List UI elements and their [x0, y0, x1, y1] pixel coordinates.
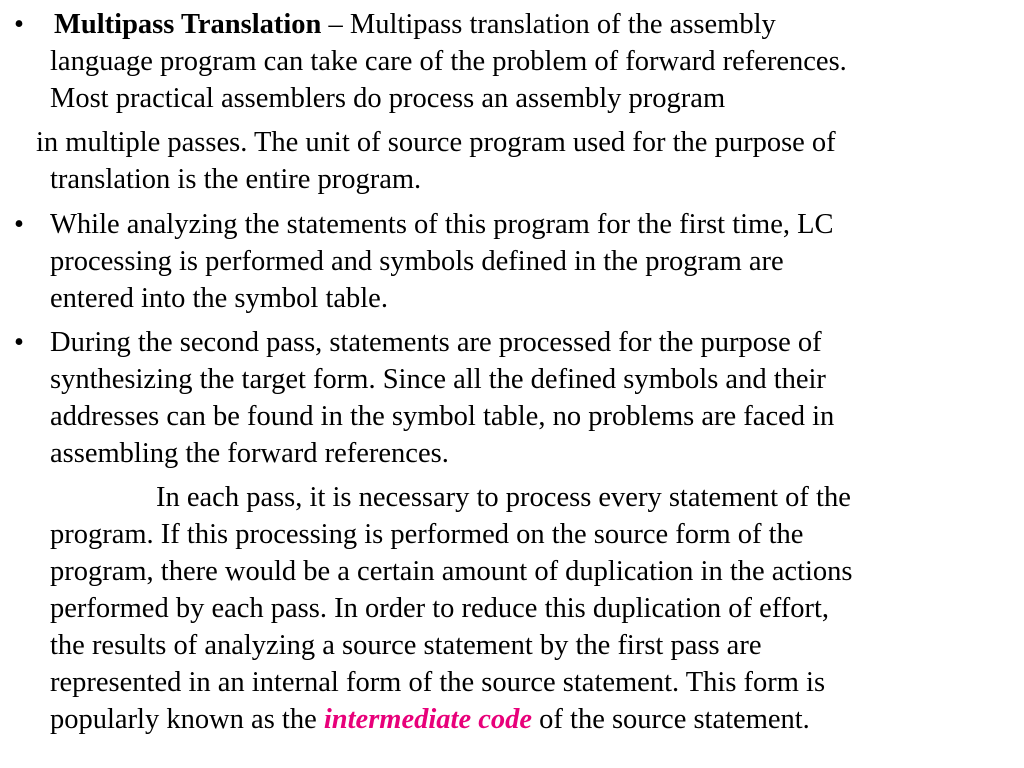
bullet-line: addresses can be found in the symbol table, no problems are faced in [50, 401, 835, 432]
bullet-item-second-pass [50, 324, 1020, 472]
bullet-marker: • [14, 9, 24, 40]
paragraph-text: popularly known as the [50, 704, 324, 735]
bullet-line: While analyzing the statements of this program for the first time, LC [50, 209, 834, 240]
paragraph-line: performed by each pass. In order to reduce this duplication of effort, [50, 593, 829, 624]
continuation-line: translation is the entire program. [50, 164, 422, 195]
paragraph-text: of the source statement. [532, 704, 810, 735]
bullet-item-multipass-translation [50, 6, 1020, 117]
bullet-text: – Multipass translation of the assembly [321, 9, 776, 40]
paragraph-line: represented in an internal form of the source statement. This form is [50, 667, 826, 698]
bullet-line: synthesizing the target form. Since all the defined symbols and their [50, 364, 826, 395]
paragraph-line: program. If this processing is performed on the source form of the [50, 519, 804, 550]
bullet-marker: • [14, 209, 24, 240]
bullet-line: During the second pass, statements are processed for the purpose of [50, 327, 822, 358]
bullet-line: assembling the forward references. [50, 438, 449, 469]
term-multipass-translation: Multipass Translation [54, 9, 322, 40]
bullet-line: Most practical assemblers do process an assembly program [50, 83, 726, 114]
bullet-item-lc-processing [50, 206, 1020, 317]
bullet-marker: • [14, 327, 24, 358]
bullet-line: processing is performed and symbols defined in the program are [50, 246, 784, 277]
continuation-line: in multiple passes. The unit of source program used for the purpose of [36, 127, 836, 158]
paragraph-intermediate-code [50, 479, 1020, 738]
bullet-line: language program can take care of the problem of forward references. [50, 46, 847, 77]
paragraph-line: program, there would be a certain amount of duplication in the actions [50, 556, 853, 587]
paragraph-line: the results of analyzing a source statement by the first pass are [50, 630, 762, 661]
bullet-line [50, 6, 1020, 43]
paragraph-line [50, 701, 1020, 738]
paragraph-line: In each pass, it is necessary to process every statement of the [156, 482, 851, 513]
bullet-line: entered into the symbol table. [50, 283, 388, 314]
highlight-intermediate-code: intermediate code [323, 704, 533, 735]
